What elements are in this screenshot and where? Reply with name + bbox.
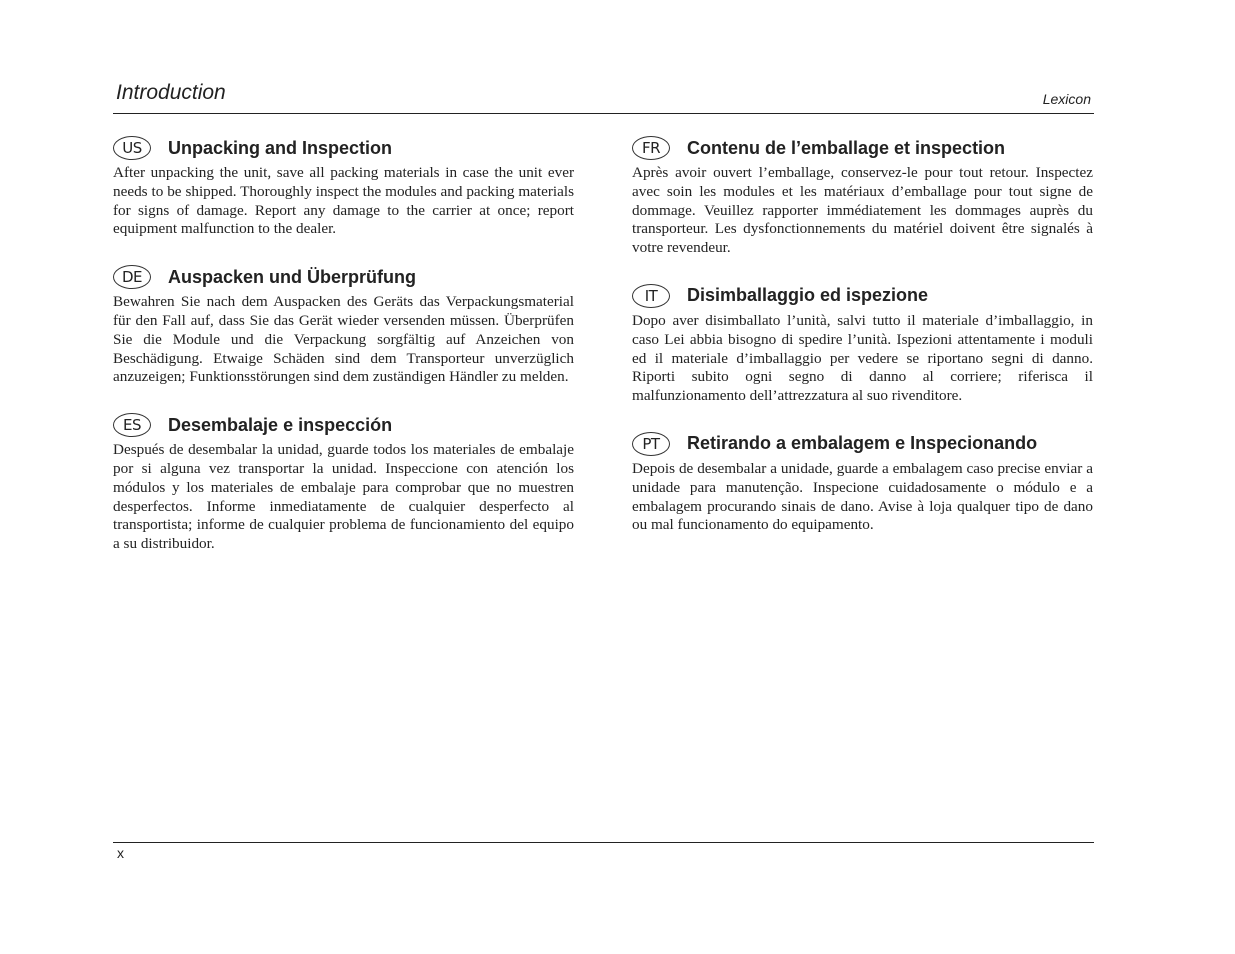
section-heading [632,282,1093,310]
section-heading [113,134,574,162]
language-badge-fr: FR [632,136,670,160]
language-badge-us: US [113,136,151,160]
left-column [113,134,574,578]
section-body: Bewahren Sie nach dem Auspacken des Geräts das Verpackungsmaterial für den Fall auf, dass Sie das Gerät wieder versenden müssen. Überprüfen Sie die Module und die Verpackung sorgfältig auf Anzeichen von Beschädigung. Etwaige Schäden sind dem Transporteur unverzüglich anzuzeigen; Funktionsstörungen sind dem zuständigen Händler zu melden. [113,293,574,386]
language-badge-it: IT [632,284,670,308]
section-title: Unpacking and Inspection [168,137,393,158]
section-body: Depois de desembalar a unidade, guarde a embalagem caso precise enviar a unidade para manutenção. Inspecione cuidadosamente o módulo e a embalagem procurando sinais de dano. Avise à loja qualquer tipo de dano ou mal funcionamento do equipamento. [632,459,1093,534]
section-body: Après avoir ouvert l’emballage, conservez-le pour tout retour. Inspectez avec soin les modules et les matériaux d’emballage pour tout signe de dommage. Veuillez rapporter immédiatement les dommages auprès du transporteur. Les dysfonctionnements du matériel doivent être signalés à votre revendeur. [632,164,1093,257]
section-us [113,134,574,239]
section-it [632,282,1093,406]
section-heading [113,263,574,291]
section-heading [632,134,1093,162]
section-body: After unpacking the unit, save all packing materials in case the unit ever needs to be shipped. Thoroughly inspect the modules and packing materials for signs of damage. Report any damage to the carrier at once; report equipment malfunction to the dealer. [113,164,574,238]
brand-name: Lexicon [1042,91,1091,107]
section-fr [632,134,1093,258]
section-title: Contenu de l’emballage et inspection [687,137,1006,158]
section-heading [632,430,1093,458]
section-body: Después de desembalar la unidad, guarde todos los materiales de embalaje por si alguna vez transportar la unidad. Inspeccione con atención los módulos y los materiales de embalaje para comprobar que no muestren desperfectos. Informe inmediatamente de cualquier desperfecto al transportista; informe de cualquier problema de funcionamiento del equipo a su distribuidor. [113,441,574,553]
section-title: Disimballaggio ed ispezione [687,285,929,306]
right-column [632,134,1093,559]
page-number: x [117,845,124,861]
section-title: Retirando a embalagem e Inspecionando [687,433,1038,454]
language-badge-de: DE [113,265,151,289]
section-es [113,411,574,554]
section-body: Dopo aver disimballato l’unità, salvi tutto il materiale d’imballaggio, in caso Lei abbia bisogno di spedire l’unità. Ispezioni attentamente i moduli ed il materiale d’imballaggio per vedere se riportano segni di danno. Riporti subito ogni segno di danno al corriere; riferisca il malfunzionamento dell’attrezzatura al suo rivenditore. [632,311,1093,405]
page-title: Introduction [116,81,226,104]
section-pt [632,430,1093,535]
page-header [113,80,1094,114]
section-de [113,263,574,387]
page-footer [113,842,1094,861]
section-heading [113,411,574,439]
language-badge-es: ES [113,413,151,437]
section-title: Desembalaje e inspección [168,414,393,435]
section-title: Auspacken und Überprüfung [168,266,417,287]
language-badge-pt: PT [632,432,670,456]
